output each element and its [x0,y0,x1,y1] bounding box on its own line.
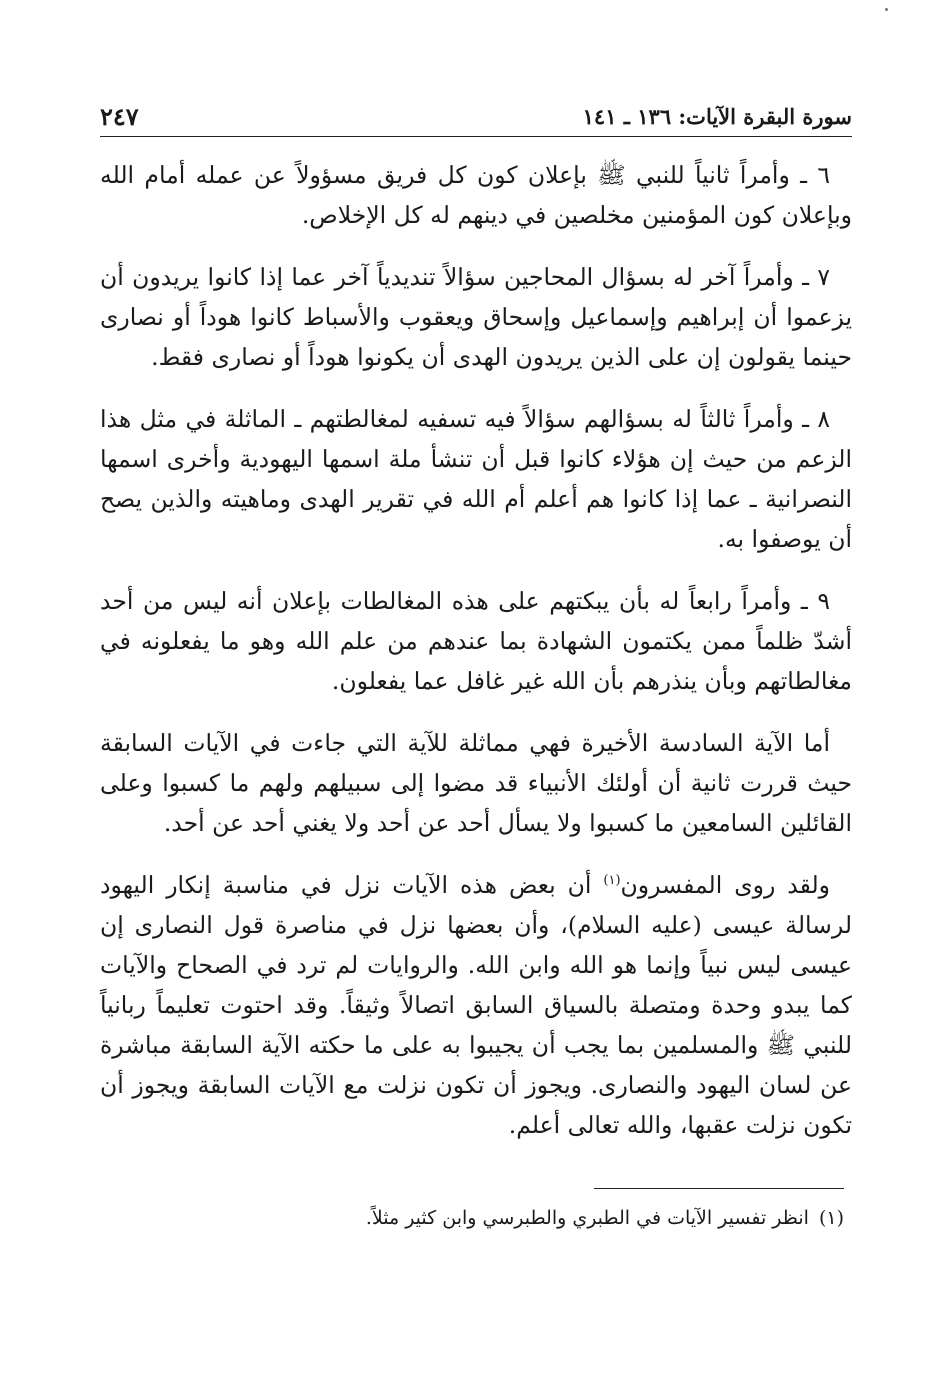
paragraph-item-7: ٧ ـ وأمراً آخر له بسؤال المحاجين سؤالاً تنديدياً آخر عما إذا كانوا يريدون أن يزعموا أن إبراهيم وإسماعيل وإسحاق ويعقوب والأسباط كانوا هوداً أو نصارى حينما يقولون إن على الذين يريدون الهدى أن يكونوا هوداً أو نصارى فقط. [100,263,852,371]
running-title: سورة البقرة الآيات: ١٣٦ ـ ١٤١ [582,103,852,129]
paragraph-sixth-verse: أما الآية السادسة الأخيرة فهي مماثلة للآية التي جاءت في الآيات السابقة حيث قررت ثانية أن أولئك الأنبياء قد مضوا إلى سبيلهم ولهم ما كسبوا وعلى القائلين السامعين ما كسبوا ولا يسأل أحد عن أحد ولا يغني أحد عن أحد. [100,729,852,837]
page-number: ٢٤٧ [100,101,139,131]
paragraph-item-8: ٨ ـ وأمراً ثالثاً له بسؤالهم سؤالاً فيه تسفيه لمغالطتهم ـ الماثلة في مثل هذا الزعم من حيث إن هؤلاء كانوا قبل أن تنشأ ملة اسمها اليهودية وأخرى اسمها النصرانية ـ عما إذا كانوا هم أعلم أم الله في تقرير الهدى وماهيته والذين يصح أن يوصفوا به. [100,405,852,553]
footnote-text: انظر تفسير الآيات في الطبري والطبرسي وابن كثير مثلاً. [365,1207,809,1229]
footnote-reference[interactable]: (١) [603,873,621,889]
paragraph-commentators [100,865,852,1145]
commentators-lead: ولقد روى المفسرون [620,871,830,899]
footnote [92,1202,844,1234]
paragraph-item-9: ٩ ـ وأمراً رابعاً له بأن يبكتهم على هذه المغالطات بإعلان أنه ليس من أحد أشدّ ظلماً ممن يكتمون الشهادة بما عندهم من علم الله وهو ما يفعلونه في مغالطاتهم وبأن ينذرهم بأن الله غير غافل عما يفعلون. [100,587,852,695]
commentators-text: أن بعض هذه الآيات نزل في مناسبة إنكار اليهود لرسالة عيسى (عليه السلام)، وأن بعضها نزل في مناصرة قول النصارى إن عيسى ليس نبياً وإنما هو الله وابن الله. والروايات لم ترد في الصحاح والآيات كما يبدو وحدة ومتصلة بالسياق السابق اتصالاً وثيقاً. وقد احتوت تعليماً ربانياً للنبي ﷺ والمسلمين بما يجب أن يجيبوا به على ما حكته الآية السابقة مباشرة عن لسان اليهود والنصارى. ويجوز أن تكون نزلت مع الآيات السابقة ويجوز أن تكون نزلت عقبها، والله تعالى أعلم. [100,871,852,1139]
footnote-divider [594,1188,844,1189]
scan-speck [885,8,888,11]
footnote-mark: (١) [818,1207,844,1229]
page-header [100,96,852,137]
page-body [100,155,852,1167]
paragraph-item-6: ٦ ـ وأمراً ثانياً للنبي ﷺ بإعلان كون كل فريق مسؤولاً عن عمله أمام الله وبإعلان كون المؤمنين مخلصين في دينهم له كل الإخلاص. [100,161,852,229]
